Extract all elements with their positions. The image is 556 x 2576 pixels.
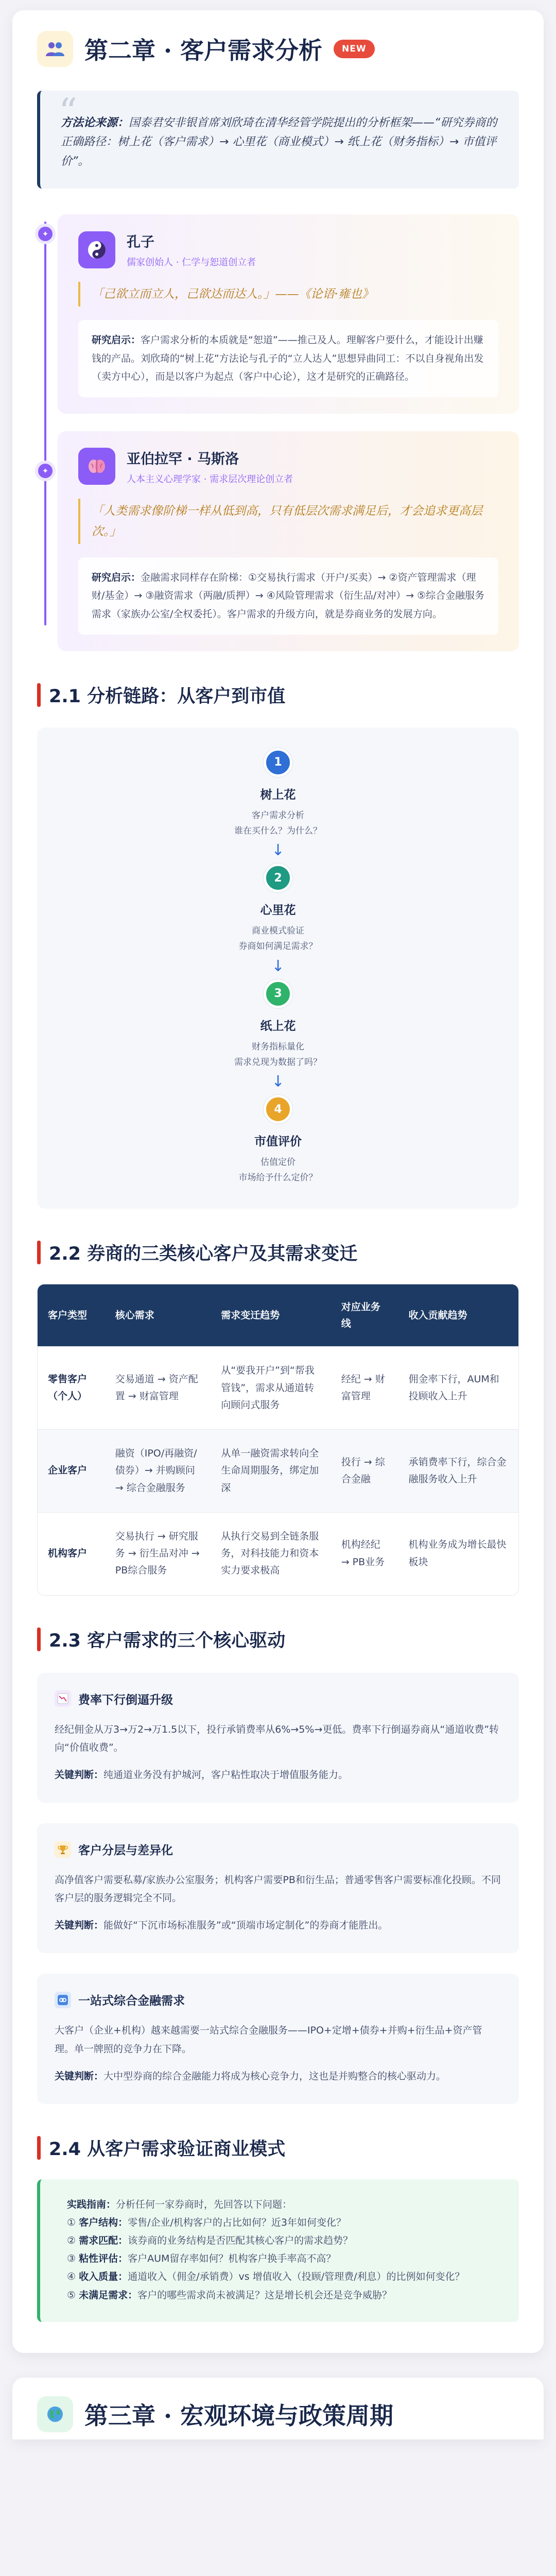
section-heading-2-2 (37, 1240, 519, 1265)
table-row (38, 1512, 518, 1595)
driver-body: 高净值客户需要私募/家族办公室服务；机构客户需要PB和衍生品；普通零售客户需要标准化投顾。不同客户层的服务逻辑完全不同。 (55, 1874, 501, 1904)
methodology-text (61, 113, 498, 171)
person-role: 儒家创始人 · 仁学与恕道创立者 (127, 257, 256, 268)
link-icon (55, 1992, 71, 2008)
judgement-label: 关键判断： (55, 2070, 104, 2082)
insight-text: 客户需求分析的本质就是“恕道”——推己及人。理解客户要什么，才能设计出赚钱的产品。刘欣琦的“树上花”方法论与孔子的“立人达人”思想异曲同工：不以自身视角出发（卖方中心），而是以客户为起点（客户中心论），这才是研究的正确路径。 (92, 334, 484, 382)
table-header: 核心需求 (105, 1284, 211, 1347)
guide-item-label: 收入质量： (79, 2271, 128, 2283)
driver-header (55, 1991, 501, 2008)
guide-item-text: 该券商的业务结构是否匹配其核心客户的需求趋势？ (128, 2235, 353, 2247)
star-icon: ✦ (42, 229, 49, 239)
driver-body: 大客户（企业+机构）越来越需要一站式综合金融服务——IPO+定增+债券+并购+衍生品+资产管理。单一牌照的竞争力在下降。 (55, 2025, 482, 2055)
judgement-text: 纯通道业务没有护城河，客户粘性取决于增值服务能力。 (103, 1769, 349, 1781)
step-desc-line: 估值定价 (260, 1157, 296, 1168)
next-chapter-header (37, 2396, 519, 2432)
section-heading-2-3 (37, 1626, 519, 1652)
insight-box (78, 320, 498, 397)
table-cell: 从执行交易到全链条服务，对科技能力和资本实力要求极高 (211, 1512, 331, 1595)
new-badge: NEW (334, 40, 375, 58)
section-accent-bar (37, 2136, 41, 2160)
arrow-down-icon: ↓ (271, 1073, 285, 1091)
guide-item (67, 2268, 500, 2286)
guide-item-text: 通道收入（佣金/承销费）vs 增值收入（投顾/管理费/利息）的比例如何变化？ (128, 2271, 465, 2283)
person-header (78, 448, 498, 485)
driver-title: 客户分层与差异化 (78, 1844, 173, 1858)
table-header: 收入贡献趋势 (398, 1284, 518, 1347)
guide-item (67, 2250, 500, 2268)
timeline-dot (35, 224, 56, 244)
guide-item-number: ⑤ (67, 2289, 76, 2301)
insight-box (78, 557, 498, 634)
step-description (234, 808, 322, 839)
thinker-timeline (37, 214, 519, 651)
table-cell: 机构客户 (38, 1512, 105, 1595)
step-description (239, 924, 318, 955)
step-name: 市值评价 (254, 1135, 302, 1149)
person-name: 亚伯拉罕 · 马斯洛 (127, 451, 239, 467)
step-description (239, 1155, 318, 1186)
guide-item-number: ① (67, 2217, 76, 2229)
driver-title: 一站式综合金融需求 (78, 1994, 185, 2008)
timeline-dot (35, 461, 56, 481)
table-cell: 交易通道 → 资产配置 → 财富管理 (105, 1347, 211, 1430)
section-title: 2.2 券商的三类核心客户及其需求变迁 (49, 1243, 358, 1264)
driver-card (37, 1974, 519, 2104)
step-number: 4 (264, 1095, 292, 1124)
table-header: 对应业务线 (331, 1284, 398, 1347)
judgement-text: 大中型券商的综合金融能力将成为核心竞争力，这也是并购整合的核心驱动力。 (103, 2070, 446, 2082)
person-card-maslow (58, 431, 519, 651)
table-cell: 从“要我开户”到“帮我管钱”，需求从通道转向顾问式服务 (211, 1347, 331, 1430)
guide-item-text: 客户AUM留存率如何？机构客户换手率高不高？ (128, 2253, 336, 2265)
analysis-chain (37, 727, 519, 1209)
methodology-quote (37, 91, 519, 189)
guide-intro (67, 2196, 500, 2214)
table-cell: 投行 → 综合金融 (331, 1430, 398, 1513)
table-cell: 佣金率下行，AUM和投顾收入上升 (398, 1347, 518, 1430)
section-title: 2.4 从客户需求验证商业模式 (49, 2139, 286, 2160)
chapter-header (37, 31, 519, 67)
insight-label: 研究启示： (92, 572, 141, 584)
guide-item-label: 粘性评估： (79, 2253, 128, 2265)
arrow-down-icon: ↓ (271, 957, 285, 975)
guide-item (67, 2214, 500, 2232)
trophy-icon (55, 1841, 71, 1858)
guide-item-label: 未满足需求： (79, 2289, 138, 2301)
driver-judgement (55, 2067, 501, 2086)
driver-body: 经纪佣金从万3→万2→万1.5以下，投行承销费率从6%→5%→更低。费率下行倒逼券商从“通道收费”转向“价值收费”。 (55, 1723, 499, 1753)
table-cell: 承销费率下行，综合金融服务收入上升 (398, 1430, 518, 1513)
step-number: 1 (264, 748, 292, 777)
section-accent-bar (37, 1241, 41, 1264)
driver-judgement (55, 1766, 501, 1784)
table-row (38, 1347, 518, 1430)
table-cell: 交易执行 → 研究服务 → 衍生品对冲 → PB综合服务 (105, 1512, 211, 1595)
guide-intro-text: 分析任何一家券商时，先回答以下问题： (116, 2198, 292, 2210)
methodology-body: 国泰君安非银首席刘欣琦在清华经管学院提出的分析框架——“研究券商的正确路径：树上花（客户需求）→ 心里花（商业模式）→ 纸上花（财务指标）→ 市值评价”。 (61, 116, 497, 168)
driver-card (37, 1673, 519, 1803)
step-desc-line: 市场给予什么定价？ (238, 1173, 318, 1183)
next-chapter-card (12, 2378, 544, 2439)
chain-step (234, 979, 322, 1071)
guide-item-label: 需求匹配： (79, 2235, 128, 2247)
chapter-title: 第二章 · 客户需求分析 (84, 37, 323, 64)
table-cell: 机构经纪 → PB业务 (331, 1512, 398, 1595)
guide-item-number: ③ (67, 2253, 76, 2265)
chain-step (239, 1095, 318, 1186)
quote-mark-icon: “ (59, 91, 77, 133)
section-title: 2.1 分析链路：从客户到市值 (49, 686, 286, 707)
person-quote: 「己欲立而立人，己欲达而达人。」——《论语·雍也》 (78, 282, 498, 307)
guide-label: 实践指南： (67, 2198, 116, 2210)
person-role: 人本主义心理学家 · 需求层次理论创立者 (127, 473, 293, 485)
person-quote: 「人类需求像阶梯一样从低到高，只有低层次需求满足后，才会追求更高层次。」 (78, 499, 498, 545)
step-desc-line: 谁在买什么？为什么？ (234, 825, 322, 836)
guide-item (67, 2286, 500, 2304)
client-needs-table (38, 1284, 518, 1595)
step-description (234, 1040, 322, 1071)
chain-step (234, 748, 322, 839)
table-cell: 从单一融资需求转向全生命周期服务，绑定加深 (211, 1430, 331, 1513)
driver-title: 费率下行倒逼升级 (78, 1693, 173, 1707)
insight-text: 金融需求同样存在阶梯：①交易执行需求（开户/买卖）→ ②资产管理需求（理财/基金）→ ③融资需求（两融/质押）→ ④风险管理需求（衍生品/对冲）→ ⑤综合金融服务需求（家族办公室/全权委托）。客户需求的升级方向，就是券商业务的发展方向。 (92, 572, 485, 620)
driver-header (55, 1690, 501, 1707)
timeline-line (44, 222, 46, 625)
methodology-lead: 方法论来源： (61, 116, 129, 129)
table-cell: 融资（IPO/再融资/债券）→ 并购顾问 → 综合金融服务 (105, 1430, 211, 1513)
step-desc-line: 需求兑现为数据了吗？ (234, 1057, 322, 1067)
step-number: 2 (264, 863, 292, 892)
step-number: 3 (264, 979, 292, 1008)
insight-label: 研究启示： (92, 334, 141, 346)
guide-item-number: ② (67, 2235, 76, 2247)
table-header: 客户类型 (38, 1284, 105, 1347)
guide-item-text: 客户的哪些需求尚未被满足？这是增长机会还是竞争威胁？ (137, 2289, 392, 2301)
section-accent-bar (37, 1628, 41, 1651)
next-chapter-title: 第三章 · 宏观环境与政策周期 (84, 2401, 394, 2430)
person-name: 孔子 (127, 234, 154, 251)
guide-item-number: ④ (67, 2271, 76, 2283)
table-cell: 企业客户 (38, 1430, 105, 1513)
table-cell: 零售客户（个人） (38, 1347, 105, 1430)
step-desc-line: 客户需求分析 (252, 810, 304, 821)
step-name: 心里花 (260, 904, 296, 918)
section-title: 2.3 客户需求的三个核心驱动 (49, 1630, 286, 1651)
people-icon (37, 31, 73, 67)
person-card-confucius (58, 214, 519, 414)
judgement-text: 能做好“下沉市场标准服务”或“顶端市场定制化”的券商才能胜出。 (103, 1920, 388, 1931)
chain-step (239, 863, 318, 955)
step-desc-line: 券商如何满足需求？ (238, 941, 318, 952)
driver-card (37, 1823, 519, 1953)
brain-icon (78, 448, 115, 485)
guide-item (67, 2232, 500, 2250)
person-header (78, 231, 498, 268)
section-heading-2-4 (37, 2135, 519, 2161)
step-name: 纸上花 (260, 1019, 296, 1033)
section-accent-bar (37, 683, 41, 707)
judgement-label: 关键判断： (55, 1769, 104, 1781)
globe-icon (37, 2396, 73, 2432)
table-header: 需求变迁趋势 (211, 1284, 331, 1347)
chart-down-icon (55, 1690, 71, 1707)
judgement-label: 关键判断： (55, 1920, 104, 1931)
step-desc-line: 商业模式验证 (252, 926, 304, 937)
client-table (37, 1284, 519, 1596)
table-row (38, 1430, 518, 1513)
driver-judgement (55, 1917, 501, 1935)
guide-item-text: 零售/企业/机构客户的占比如何？近3年如何变化？ (128, 2217, 346, 2229)
guide-item-label: 客户结构： (79, 2217, 128, 2229)
step-name: 树上花 (260, 788, 296, 802)
driver-header (55, 1841, 501, 1858)
yin-yang-icon (78, 231, 115, 268)
star-icon: ✦ (42, 466, 49, 476)
step-desc-line: 财务指标量化 (252, 1041, 304, 1052)
arrow-down-icon: ↓ (271, 841, 285, 860)
section-heading-2-1 (37, 682, 519, 708)
table-header-row (38, 1284, 518, 1347)
chapter-card (12, 10, 544, 2353)
table-cell: 机构业务成为增长最快板块 (398, 1512, 518, 1595)
practice-guide (37, 2179, 519, 2322)
table-cell: 经纪 → 财富管理 (331, 1347, 398, 1430)
